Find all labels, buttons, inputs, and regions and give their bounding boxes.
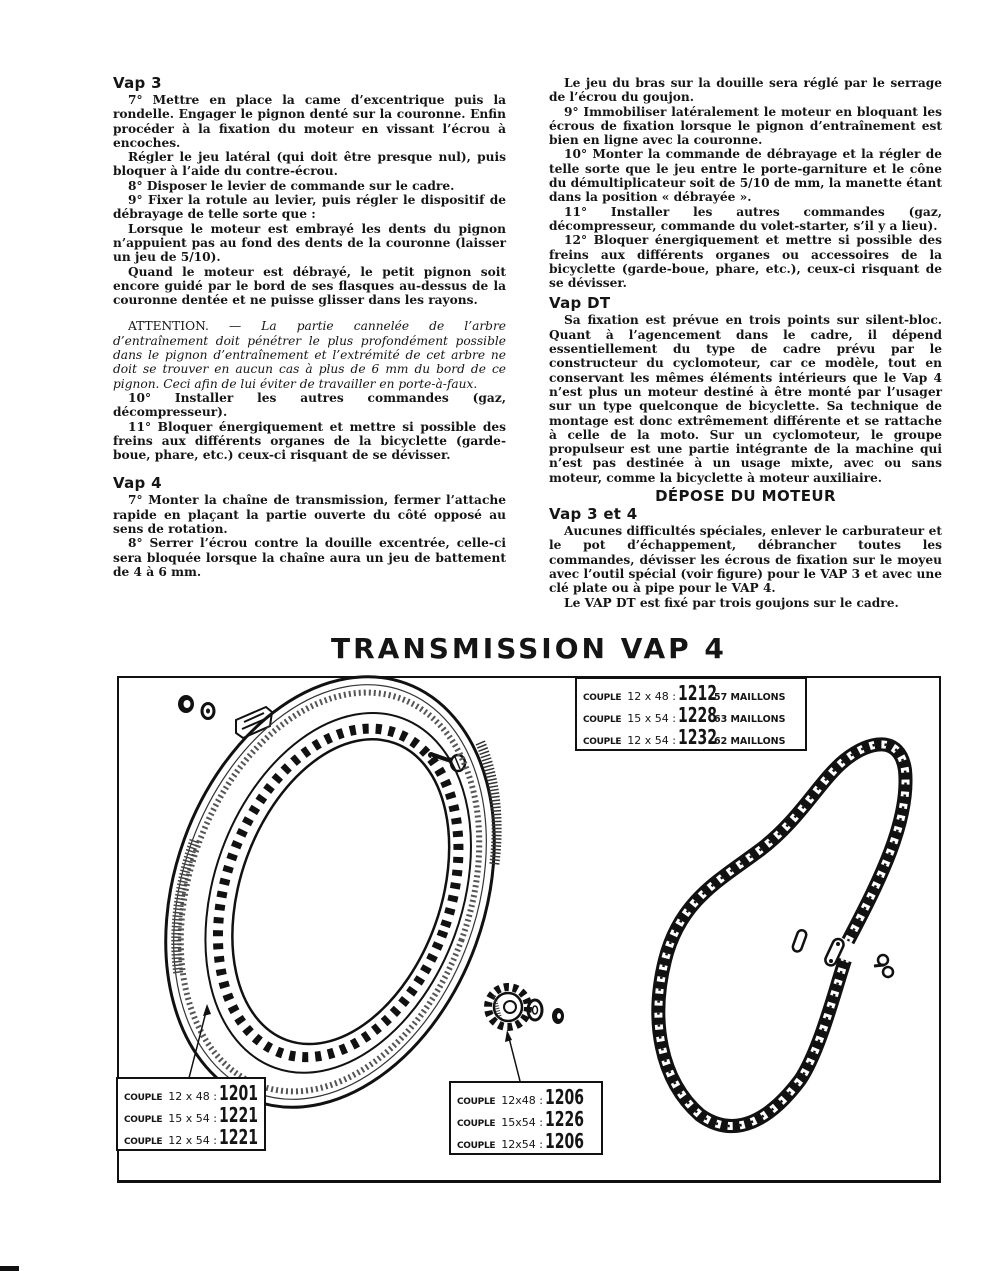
chain-master-link-icon [874, 955, 893, 977]
ring-reference-legend [116, 1077, 266, 1151]
paragraph: Aucunes difficultés spéciales, enlever le carburateur et le pot d’échappement, débrancher toutes les commandes, dévisser les écrous de fixation sur le moyeu avec l’outil spécial (voir figure) pour le VAP 3 et avec une clé plate ou à pipe pour le VAP 4. [549, 524, 942, 596]
paragraph: Lorsque le moteur est embrayé les dents du pignon n’appuient pas au fond des dents de la couronne (laisser un jeu de 5/10). [113, 221, 506, 265]
paragraph: Régler le jeu latéral (qui doit être presque nul), puis bloquer à l’aide du contre-écrou. [113, 150, 506, 179]
paragraph: Le VAP DT est fixé par trois goujons sur le cadre. [564, 595, 899, 610]
legend-row [457, 1085, 595, 1107]
legend-row [124, 1081, 258, 1103]
chain-clip-icon [792, 929, 808, 953]
paragraph: 8° Serrer l’écrou contre la douille excentrée, celle-ci sera bloquée lorsque la chaîne aura un jeu de battement de 4 à 6 mm. [113, 536, 506, 579]
section-heading-vapdt: Vap DT [549, 294, 611, 313]
paragraph: Quand le moteur est débrayé, le petit pignon soit encore guidé par le bord de ses flasques au-dessus de la couronne dentée et ne puisse glisser dans les rayons. [113, 264, 506, 308]
legend-link-count: 57 MAILLONS [713, 692, 786, 703]
legend-row [457, 1129, 595, 1151]
paragraph: 12° Bloquer énergiquement et mettre si possible des freins aux différents organes ou accessoires de la bicyclette (garde-boue, phare, etc.), ceux-ci risquant de se dévisser. [549, 233, 942, 291]
figure-title: TRANSMISSION VAP 4 [331, 632, 727, 665]
legend-label: COUPLE [583, 715, 622, 725]
legend-link-count: 63 MAILLONS [713, 714, 786, 725]
chain-reference-legend [575, 677, 807, 751]
sprocket-reference-legend [449, 1081, 603, 1155]
legend-label: COUPLE [124, 1115, 163, 1125]
legend-label: COUPLE [583, 737, 622, 747]
legend-ratio: 12 x 48 : [627, 690, 676, 703]
legend-row [457, 1107, 595, 1129]
attention-text: La partie cannelée de l’arbre d’entraînement doit pénétrer le plus profondément possible dans le pignon d’entraînement et l’extrémité de cet arbre ne doit se trouver en aucun cas à plus de 6 mm du bord de ce pignon. Ceci afin de lui éviter de travailler en porte-à-faux. [113, 319, 506, 391]
nut-icon [178, 695, 194, 713]
paragraph: 7° Mettre en place la came d’excentrique puis la rondelle. Engager le pignon denté sur la couronne. Enfin procéder à la fixation du moteur en vissant l’écrou à encoches. [113, 93, 506, 150]
paragraph: Sa fixation est prévue en trois points sur silent-bloc. Quant à l’agencement dans le cadre, il dépend essentiellement du type de cadre prévu par le constructeur du cyclomoteur, car ce modèle, tout en conservant les mêmes éléments intérieurs que le Vap 4 n’est plus un moteur destiné à être monté par l’usager sur un type quelconque de bicyclette. Sa technique de montage est donc extrêmement différente et se rattache à celle de la moto. Sur un cyclomoteur, le groupe propulseur est une partie intégrante de la machine qui n’est pas destinée à un usage mixte, avec ou sans moteur, comme la bicyclette à moteur auxiliaire. [549, 313, 942, 485]
paragraph: 7° Monter la chaîne de transmission, fermer l’attache rapide en plaçant la partie ouverte du côté opposé au sens de rotation. [113, 493, 506, 537]
legend-row [583, 703, 799, 725]
legend-row [124, 1125, 258, 1147]
sprocket-leader-arrow [505, 1030, 520, 1081]
legend-part-number: 1226 [544, 1107, 584, 1131]
roller-chain-icon [658, 744, 905, 1126]
legend-label: COUPLE [124, 1137, 163, 1147]
legend-ratio: 12x48 : [501, 1094, 543, 1107]
legend-label: COUPLE [457, 1097, 496, 1107]
legend-label: COUPLE [583, 693, 622, 703]
section-heading-vap4: Vap 4 [113, 474, 162, 493]
legend-row [124, 1103, 258, 1125]
paragraph: 9° Fixer la rotule au levier, puis régler le dispositif de débrayage de telle sorte que : [113, 193, 506, 222]
section-subheading-vap3-4: Vap 3 et 4 [549, 505, 638, 524]
legend-part-number: 1206 [544, 1129, 584, 1153]
legend-part-number: 1232 [677, 725, 717, 749]
legend-ratio: 12 x 54 : [627, 734, 676, 747]
legend-row [583, 725, 799, 747]
legend-part-number: 1221 [218, 1103, 258, 1127]
paragraph: 8° Disposer le levier de commande sur le cadre. [128, 178, 455, 193]
attention-label: ATTENTION. — [128, 319, 262, 334]
section-heading-vap3: Vap 3 [113, 74, 162, 92]
legend-ratio: 15x54 : [501, 1116, 543, 1129]
paragraph: 10° Installer les autres commandes (gaz, décompresseur). [113, 390, 506, 420]
legend-ratio: 12x54 : [501, 1138, 543, 1151]
paragraph: 11° Installer les autres commandes (gaz, décompresseur, commande du volet-starter, s’il y a lieu). [549, 204, 942, 233]
paragraph: 9° Immobiliser latéralement le moteur en bloquant les écrous de fixation lorsque le pignon d’entraînement est bien en ligne avec la couronne. [549, 104, 942, 148]
legend-ratio: 12 x 48 : [168, 1090, 217, 1103]
bracket-icon [236, 707, 272, 738]
legend-part-number: 1206 [544, 1085, 584, 1109]
paragraph: Le jeu du bras sur la douille sera réglé par le serrage de l’écrou du goujon. [549, 76, 942, 105]
legend-part-number: 1221 [218, 1125, 258, 1149]
legend-link-count: 62 MAILLONS [713, 736, 786, 747]
paragraph: 11° Bloquer énergiquement et mettre si possible des freins aux différents organes de la bicyclette (garde-boue, phare, etc.) ceux-ci risquant de se dévisser. [113, 419, 506, 463]
legend-label: COUPLE [124, 1093, 163, 1103]
section-heading-depose: DÉPOSE DU MOTEUR [655, 487, 836, 506]
legend-ratio: 12 x 54 : [168, 1134, 217, 1147]
legend-part-number: 1201 [218, 1081, 258, 1105]
washer-icon [202, 704, 214, 719]
legend-label: COUPLE [457, 1141, 496, 1151]
drive-sprocket-icon [488, 987, 528, 1027]
crown-gear-ring-icon [108, 630, 551, 1153]
legend-row [583, 681, 799, 703]
legend-label: COUPLE [457, 1119, 496, 1129]
legend-part-number: 1228 [677, 703, 717, 727]
paragraph: 10° Monter la commande de débrayage et la régler de telle sorte que le jeu entre le porte-garniture et le cône du démultiplicateur soit de 5/10 de mm, la manette étant dans la position « débrayée ». [549, 147, 942, 205]
legend-part-number: 1212 [677, 681, 717, 705]
legend-ratio: 15 x 54 : [168, 1112, 217, 1125]
scan-edge-mark [0, 1266, 19, 1271]
sprocket-nut-icon [552, 1008, 564, 1024]
legend-ratio: 15 x 54 : [627, 712, 676, 725]
